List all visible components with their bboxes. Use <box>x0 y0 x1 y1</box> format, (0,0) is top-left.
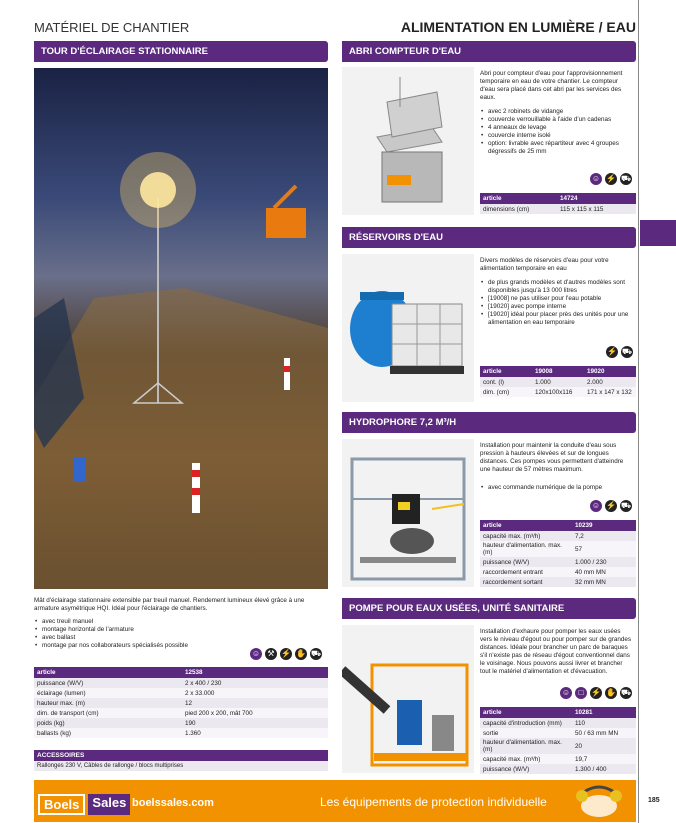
reservoirs-description-text: Divers modèles de réservoirs d'eau pour votre alimentation temporaire en eau <box>480 257 609 272</box>
accessories-box <box>34 750 328 771</box>
tour-spec-table <box>34 667 328 738</box>
abri-bullet: • couvercle interne isolé <box>480 132 630 140</box>
table-row: éclairage (lumen) 2 x 33.000 <box>34 688 328 698</box>
lighting-tower-photo <box>34 68 328 589</box>
truck-icon: ⛟ <box>310 649 322 658</box>
brand-logo[interactable] <box>38 794 130 815</box>
reservoirs-spec-table <box>480 366 636 397</box>
table-row: raccordement sortant 32 mm MN <box>480 577 636 587</box>
truck-icon: ⛟ <box>620 174 632 183</box>
section-header: MATÉRIEL DE CHANTIER <box>34 20 190 35</box>
table-row: capacité max. (m³/h) 19,7 <box>480 754 636 764</box>
col-header: article <box>480 366 532 377</box>
tour-bullet: • montage par nos collaborateurs spécialisés possible <box>34 642 328 650</box>
hydrophore-photo <box>342 439 474 587</box>
col-header: 10239 <box>572 520 636 531</box>
tour-description <box>34 597 328 650</box>
tour-bullet: • montage horizontal de l'armature <box>34 626 328 634</box>
tour-bullet: • avec treuil manuel <box>34 618 328 626</box>
table-row: raccordement entrant 40 mm MN <box>480 567 636 577</box>
abri-bullet: • 4 anneaux de levage <box>480 124 630 132</box>
table-row: poids (kg) 190 <box>34 718 328 728</box>
table-row: puissance (W/V) 1.000 / 230 <box>480 557 636 567</box>
plug-icon: ⚡ <box>606 174 616 183</box>
hydrophore-bullet: • avec commande numérique de la pompe <box>480 484 630 492</box>
reservoirs-bullet: • [19008] ne pas utiliser pour l'eau potable <box>480 295 630 303</box>
sewage-pump-photo <box>342 625 474 773</box>
reservoirs-icons <box>606 346 633 358</box>
truck-icon: ⛟ <box>621 347 633 356</box>
abri-description <box>480 70 630 156</box>
plug-icon: ⚡ <box>281 649 291 658</box>
brand-sub: Sales <box>88 794 130 815</box>
wrench-icon: ⚒ <box>265 648 277 660</box>
plug-icon: ⚡ <box>591 688 601 697</box>
page-title: ALIMENTATION EN LUMIÈRE / EAU <box>400 19 636 35</box>
sanitary-icon: □ <box>575 687 587 699</box>
col-header: article <box>480 520 572 531</box>
person-icon: ☺ <box>561 688 571 697</box>
table-row: hauteur max. (m) 12 <box>34 698 328 708</box>
table-row: hauteur d'alimentation. max. (m) 20 <box>480 738 636 754</box>
reservoirs-bullet: • de plus grands modèles et d'autres modèles sont disponibles jusqu'à 13 000 litres <box>480 279 630 295</box>
hand-icon: ✋ <box>606 688 616 697</box>
table-row: dim. de transport (cm) pied 200 x 200, mât 700 <box>34 708 328 718</box>
col-header: article <box>480 193 557 204</box>
table-row: hauteur d'alimentation. max. (m) 57 <box>480 541 636 557</box>
hydrophore-spec-table <box>480 520 636 587</box>
col-header: 10281 <box>572 707 636 718</box>
abri-bullet: • couvercle verrouillable à l'aide d'un cadenas <box>480 116 630 124</box>
tour-bullet: • avec ballast <box>34 634 328 642</box>
pompe-description-text: Installation d'exhaure pour pomper les eaux usées vers le niveau d'égout ou pour pomper sur de grandes distances. Idéale pour brancher un parc de baraques s'il n'existe pas de réseau d'égout conventionnel dans le voisinage. Nous pouvons aussi livrer et brancher tout le matériel d'alimentation et d'évacuation. <box>480 628 632 675</box>
page-number: 185 <box>648 797 660 804</box>
abri-spec-table <box>480 193 636 214</box>
pompe-title: POMPE POUR EAUX USÉES, UNITÉ SANITAIRE <box>342 598 636 619</box>
water-tanks-photo <box>342 254 474 402</box>
plug-icon: ⚡ <box>606 501 616 510</box>
hydrophore-icons <box>590 500 632 512</box>
table-row: sortie 50 / 63 mm MN <box>480 728 636 738</box>
col-header: 14724 <box>557 193 636 204</box>
person-icon: ☺ <box>251 649 261 658</box>
tour-description-text: Mât d'éclairage stationnaire extensible par treuil manuel. Rendement lumineux élevé grâce à une armature asymétrique HQI. Idéal pour l'éclairage de chantiers. <box>34 597 305 612</box>
pompe-description <box>480 628 632 676</box>
abri-description-text: Abri pour compteur d'eau pour l'approvisionnement temporaire en eau de votre chantier. Le compteur d'eau sera placé dans cet abri par les services des eaux. <box>480 70 623 101</box>
abri-title: ABRI COMPTEUR D'EAU <box>342 41 636 62</box>
table-row: ballasts (kg) 1.360 <box>34 728 328 738</box>
person-icon: ☺ <box>591 501 601 510</box>
chapter-tab <box>640 220 676 246</box>
pompe-icons <box>560 687 632 699</box>
reservoirs-bullet: • [19020] avec pompe interne <box>480 303 630 311</box>
water-meter-shelter-photo <box>342 67 474 215</box>
col-header: 19008 <box>532 366 584 377</box>
reservoirs-description <box>480 257 630 327</box>
margin-line <box>638 0 639 823</box>
table-row: cont. (l) 1.000 2.000 <box>480 377 636 387</box>
pompe-spec-table <box>480 707 636 774</box>
table-row: puissance (W/V) 1.300 / 400 <box>480 764 636 774</box>
col-header: 12538 <box>182 667 328 678</box>
safety-gear-icon <box>564 784 634 820</box>
footer-banner <box>34 780 636 822</box>
tour-icons <box>250 648 322 660</box>
table-row: capacité max. (m³/h) 7,2 <box>480 531 636 541</box>
abri-bullet: • option: livrable avec répartiteur avec 4 groupes dégressifs de 25 mm <box>480 140 630 156</box>
table-row: capacité d'introduction (mm) 110 <box>480 718 636 728</box>
col-header: article <box>34 667 182 678</box>
accessories-text: Rallonges 230 V, Câbles de rallonge / blocs multiprises <box>34 761 328 771</box>
accessories-title: ACCESSOIRES <box>34 750 328 761</box>
abri-bullet: • avec 2 robinets de vidange <box>480 108 630 116</box>
reservoirs-bullet: • [19020] idéal pour placer près des unités pour une alimentation en eau temporaire <box>480 311 630 327</box>
table-row: dim. (cm) 120x100x116 171 x 147 x 132 <box>480 387 636 397</box>
table-row: puissance (W/V) 2 x 400 / 230 <box>34 678 328 688</box>
col-header: article <box>480 707 572 718</box>
footer-tagline: Les équipements de protection individuelle <box>320 795 547 809</box>
col-header: 19020 <box>584 366 636 377</box>
reservoirs-title: RÉSERVOIRS D'EAU <box>342 227 636 248</box>
truck-icon: ⛟ <box>620 688 632 697</box>
person-icon: ☺ <box>591 174 601 183</box>
truck-icon: ⛟ <box>620 501 632 510</box>
plug-icon: ⚡ <box>607 347 617 356</box>
tour-title: TOUR D'ÉCLAIRAGE STATIONNAIRE <box>34 41 328 62</box>
website-link[interactable]: boelssales.com <box>132 797 214 809</box>
abri-icons <box>590 173 632 185</box>
hand-icon: ✋ <box>296 649 306 658</box>
hydrophore-description-text: Installation pour maintenir la conduite d'eau sous pression à hauteurs élevées et sur de longues distances. Ces pompes vous permettent d'atteindre une hauteur de 57 mètres maximum. <box>480 442 624 473</box>
hydrophore-description <box>480 442 630 492</box>
table-row: dimensions (cm) 115 x 115 x 115 <box>480 204 636 214</box>
brand-name: Boels <box>38 794 85 815</box>
hydrophore-title: HYDROPHORE 7,2 M³/H <box>342 412 636 433</box>
